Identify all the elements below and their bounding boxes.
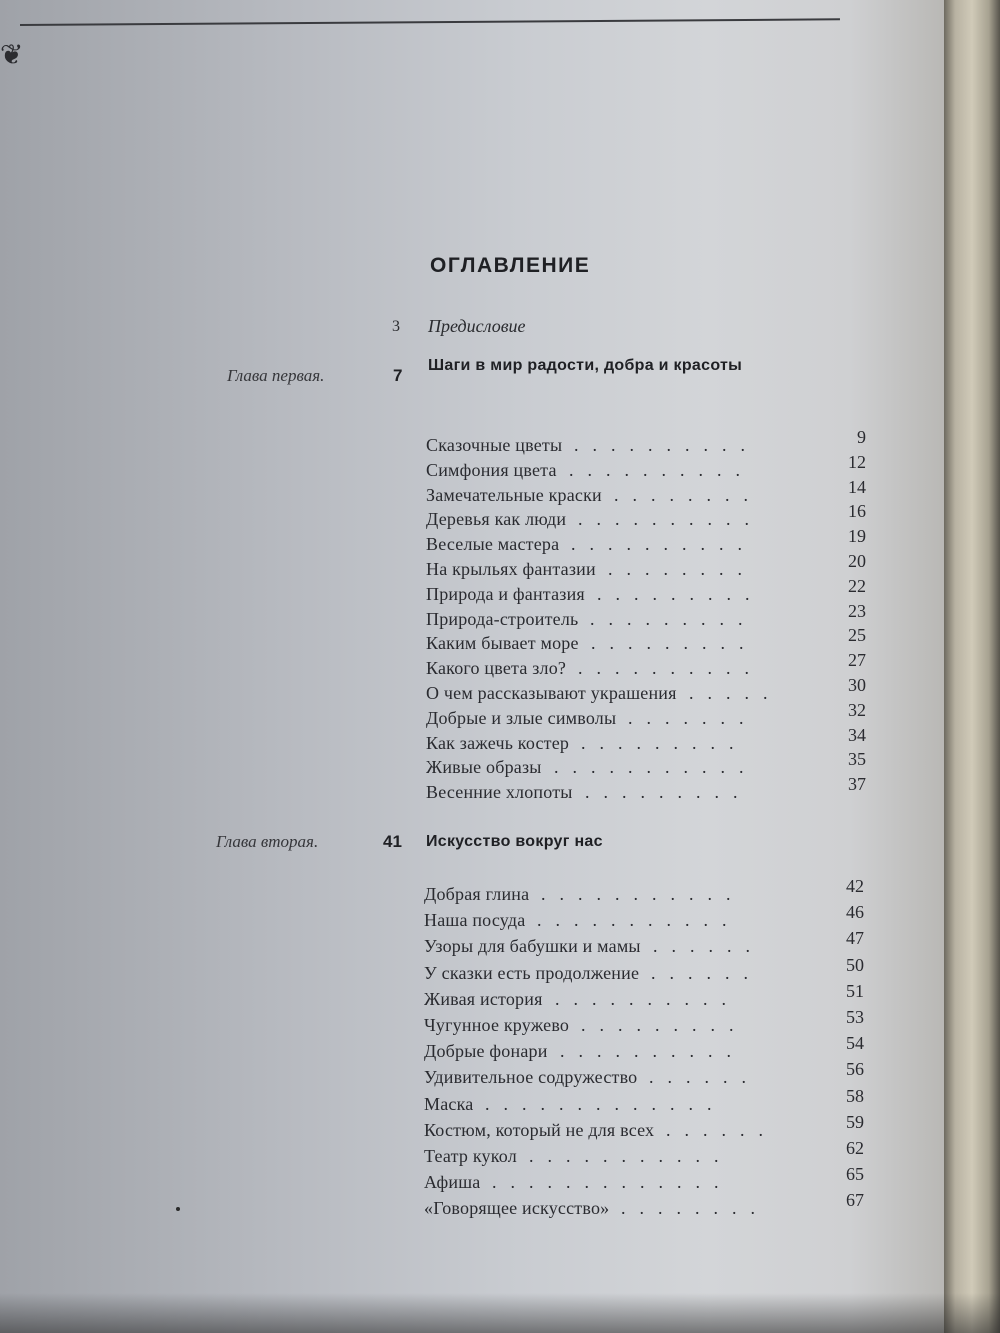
chapter-2-page: 41 (383, 832, 402, 851)
toc-entry-page: 37 (848, 774, 866, 795)
corner-ornament-icon: ❦ (0, 38, 24, 71)
toc-leader-dots: .......... (560, 1041, 745, 1062)
toc-entry-page: 9 (857, 427, 866, 447)
toc-entry-page: 62 (846, 1137, 864, 1158)
toc-leader-dots: ........ (608, 558, 756, 579)
toc-heading: ОГЛАВЛЕНИЕ (430, 254, 591, 277)
toc-leader-dots: ......... (581, 1014, 748, 1035)
toc-leader-dots: ......... (585, 782, 752, 803)
toc-entry (424, 902, 864, 936)
toc-entry-title: Удивительное содружество (424, 1067, 638, 1088)
toc-leader-dots: ......... (597, 583, 764, 604)
page-speck (176, 1207, 180, 1211)
toc-leader-dots: ..... (689, 682, 782, 703)
toc-leader-dots: ...... (649, 1067, 760, 1088)
toc-entry-title: Как зажечь костер (426, 732, 570, 753)
toc-entry-title: Добрые и злые символы (426, 707, 617, 728)
toc-entry-page: 50 (846, 954, 864, 975)
toc-entry-page: 46 (846, 902, 864, 923)
toc-leader-dots: ...... (666, 1119, 777, 1140)
toc-entry-page: 14 (848, 476, 866, 497)
toc-leader-dots: ........... (541, 884, 745, 904)
toc-entry (426, 749, 866, 782)
toc-entry-title: Веселые мастера (426, 534, 560, 555)
toc-leader-dots: ........ (614, 484, 762, 505)
bottom-shadow (0, 1293, 1000, 1333)
toc-entry (424, 954, 864, 989)
toc-entry-page: 16 (848, 501, 866, 522)
preface-page: 3 (392, 318, 400, 335)
toc-entry-page: 67 (846, 1190, 864, 1211)
toc-leader-dots: ........... (529, 1145, 733, 1166)
toc-entry-title: Афиша (424, 1172, 481, 1193)
toc-entry-title: Природа и фантазия (426, 583, 585, 604)
toc-leader-dots: ......... (581, 732, 748, 753)
toc-entry (424, 980, 864, 1015)
toc-leader-dots: .......... (574, 435, 759, 455)
toc-entry-title: Природа-строитель (426, 608, 579, 629)
toc-entry-title: Весенние хлопоты (426, 782, 573, 803)
toc-entry-title: Замечательные краски (426, 484, 602, 505)
chapter-2-title: Искусство вокруг нас (426, 833, 603, 850)
page-edge-stack (944, 0, 1000, 1333)
toc-entry-title: Наша посуда (424, 910, 526, 931)
toc-entry-title: Живая история (424, 988, 543, 1009)
toc-entry (426, 526, 866, 559)
toc-entry-page: 25 (848, 625, 866, 646)
toc-entry-page: 32 (848, 699, 866, 720)
toc-leader-dots: ........... (537, 910, 741, 931)
toc-entry (424, 876, 864, 910)
toc-entry (424, 1137, 864, 1172)
toc-entry (424, 1190, 864, 1224)
toc-leader-dots: ...... (651, 962, 762, 983)
toc-leader-dots: ........... (554, 757, 758, 778)
toc-leader-dots: ......... (590, 608, 757, 629)
toc-entry-title: Маска (424, 1093, 474, 1114)
toc-entry-page: 34 (848, 724, 866, 745)
toc-entry (426, 501, 866, 534)
toc-entry-page: 59 (846, 1111, 864, 1132)
chapter-1-title: Шаги в мир радости, добра и красоты (428, 357, 743, 374)
toc-entry-title: Живые образы (426, 757, 542, 778)
chapter-2-label: Глава вторая. (216, 832, 319, 851)
toc-entry (424, 1006, 864, 1041)
toc-entry (424, 928, 864, 962)
toc-entry-title: Театр кукол (424, 1145, 517, 1166)
toc-entry-title: Каким бывает море (426, 633, 579, 654)
toc-entry-title: Какого цвета зло? (426, 658, 567, 679)
toc-entry (426, 427, 866, 460)
toc-entry-title: «Говорящее искусство» (424, 1198, 610, 1219)
toc-entry-page: 19 (848, 526, 866, 547)
toc-leader-dots: .......... (578, 509, 763, 530)
toc-entry-page: 35 (848, 749, 866, 770)
toc-entry (426, 600, 866, 634)
toc-entry-page: 51 (846, 980, 864, 1001)
toc-entry (424, 1033, 864, 1067)
toc-entry-page: 53 (846, 1006, 864, 1027)
chapter-1-entries (426, 427, 866, 807)
toc-leader-dots: .......... (555, 988, 740, 1009)
toc-entry (426, 724, 866, 758)
toc-leader-dots: .......... (578, 658, 763, 679)
toc-entry (424, 1085, 864, 1120)
toc-entry-title: Узоры для бабушки и мамы (424, 936, 641, 957)
toc-entry-page: 58 (846, 1085, 864, 1106)
toc-leader-dots: ...... (653, 936, 764, 957)
preface-title: Предисловие (428, 316, 526, 336)
toc-entry-page: 56 (846, 1059, 864, 1080)
toc-leader-dots: ............. (485, 1093, 726, 1114)
toc-leader-dots: .......... (571, 534, 756, 555)
toc-entry-page: 23 (848, 600, 866, 621)
toc-entry-title: Чугунное кружево (424, 1014, 570, 1035)
toc-entry (424, 1059, 864, 1093)
toc-entry-title: Симфония цвета (426, 459, 557, 480)
toc-leader-dots: ....... (628, 707, 758, 728)
chapter-2-entries (424, 876, 864, 1224)
toc-entry (426, 674, 866, 708)
toc-entry (426, 774, 866, 807)
toc-entry-title: Сказочные цветы (426, 435, 563, 455)
toc-entry (424, 1111, 864, 1146)
toc-leader-dots: ............. (492, 1172, 733, 1193)
toc-entry (426, 575, 866, 609)
toc-entry-title: На крыльях фантазии (426, 558, 596, 579)
toc-entry-title: Деревья как люди (426, 509, 567, 530)
toc-entry-page: 47 (846, 928, 864, 949)
toc-entry-title: Добрые фонари (424, 1041, 548, 1062)
toc-entry (426, 451, 866, 485)
toc-entry (426, 650, 866, 683)
toc-leader-dots: .......... (569, 459, 754, 480)
chapter-1-label: Глава первая. (227, 366, 325, 385)
toc-entry-page: 20 (848, 550, 866, 571)
toc-entry (426, 476, 866, 510)
toc-entry-page: 42 (846, 876, 864, 896)
toc-entry-page: 30 (848, 674, 866, 695)
toc-leader-dots: ........ (621, 1198, 769, 1219)
toc-entry-title: О чем рассказывают украшения (426, 682, 677, 703)
toc-leader-dots: ......... (591, 633, 758, 654)
toc-entry-page: 12 (848, 451, 866, 472)
toc-entry-title: Добрая глина (424, 884, 530, 904)
toc-entry (426, 625, 866, 658)
toc-entry-title: Костюм, который не для всех (424, 1119, 655, 1140)
toc-entry-page: 27 (848, 650, 866, 671)
toc-entry (426, 550, 866, 584)
toc-entry (426, 699, 866, 733)
toc-entry-title: У сказки есть продолжение (424, 962, 640, 983)
toc-entry-page: 65 (846, 1164, 864, 1185)
toc-entry-page: 54 (846, 1033, 864, 1054)
toc-entry-page: 22 (848, 575, 866, 596)
toc-entry (424, 1164, 864, 1198)
chapter-1-page: 7 (393, 366, 403, 385)
